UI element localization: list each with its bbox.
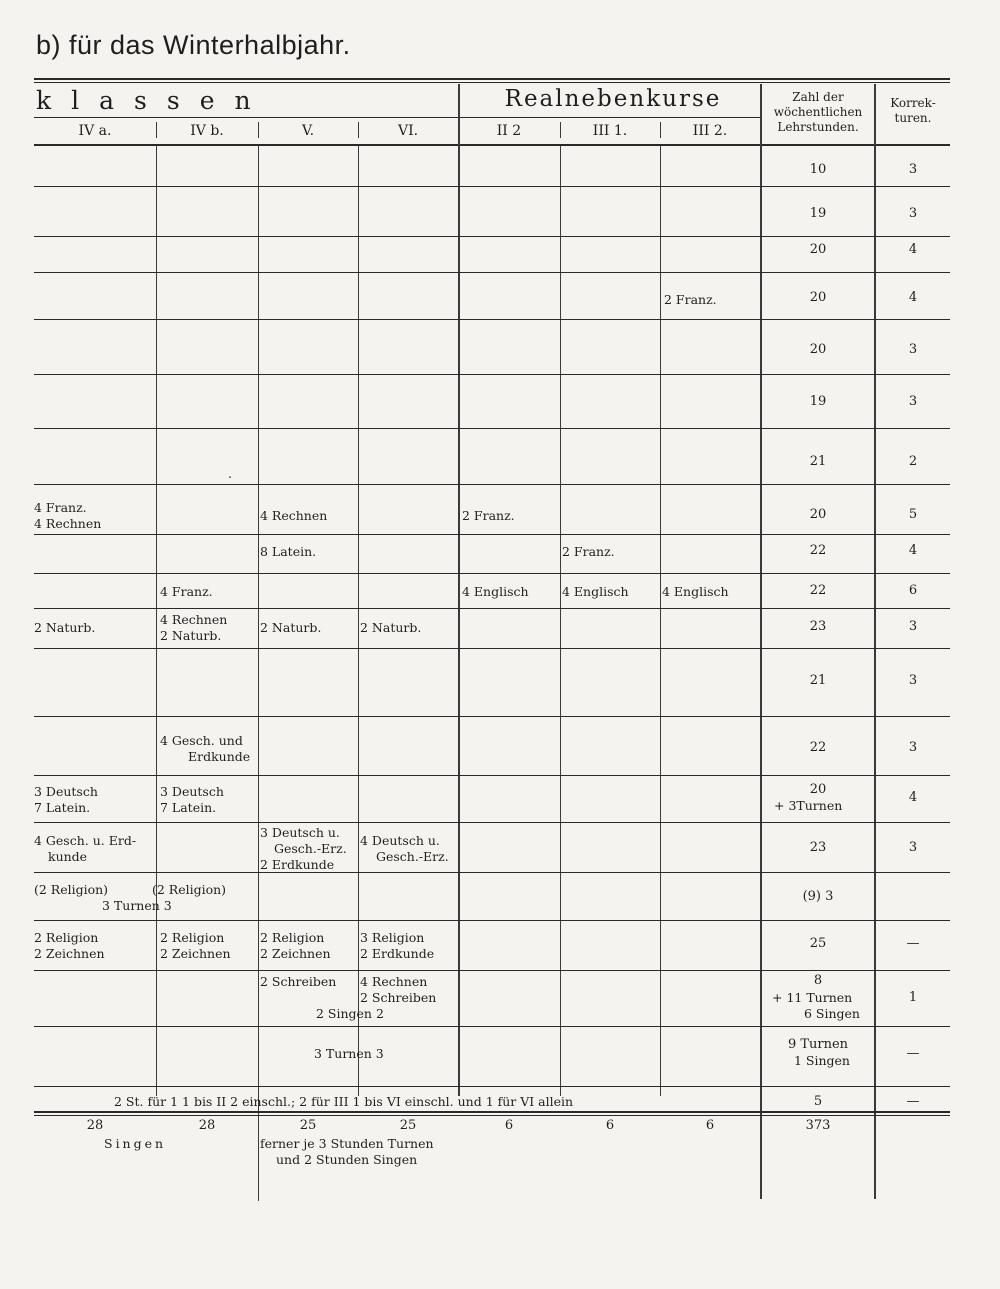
top-rule bbox=[34, 78, 950, 80]
row-line bbox=[34, 872, 950, 873]
col-iii1: III 1. bbox=[592, 123, 628, 139]
cell-r18-v: 2 Schreiben bbox=[260, 974, 337, 989]
korr-r4: 4 bbox=[908, 290, 918, 305]
row-line bbox=[34, 374, 950, 375]
cell-r14-turnen: + 3Turnen bbox=[774, 798, 843, 813]
cell-r20-text: 2 St. für 1 1 bis II 2 einschl.; 2 für III 1 bis VI einschl. und 1 für VI allein bbox=[114, 1094, 574, 1109]
cell-r15-v-3: 2 Erdkunde bbox=[260, 857, 335, 872]
zahl-r12: 21 bbox=[809, 673, 827, 688]
zahl-r11: 23 bbox=[809, 619, 827, 634]
zahl-r14: 20 bbox=[809, 782, 827, 797]
zahl-r20: 5 bbox=[813, 1094, 823, 1109]
cell-r11-iva: 2 Naturb. bbox=[34, 620, 96, 635]
page-heading: b) für das Winterhalbjahr. bbox=[36, 30, 351, 60]
cell-r14-ivb-1: 3 Deutsch bbox=[160, 784, 224, 799]
korr-r15: 3 bbox=[908, 840, 918, 855]
cell-r17-vi-2: 2 Erdkunde bbox=[360, 946, 435, 961]
zahl-r18: 8 bbox=[813, 973, 823, 988]
korr-r18: 1 bbox=[908, 990, 918, 1005]
cell-r15-iva-1: 4 Gesch. u. Erd- bbox=[34, 833, 137, 848]
row-line bbox=[34, 648, 950, 649]
row-line-thick bbox=[34, 1111, 950, 1113]
cell-r13-ivb-2: Erdkunde bbox=[188, 749, 251, 764]
zahl-r19-singen: 1 Singen bbox=[794, 1053, 850, 1068]
cell-r8-ii2: 2 Franz. bbox=[462, 508, 515, 523]
row-line bbox=[34, 822, 950, 823]
cell-r14-iva-2: 7 Latein. bbox=[34, 800, 91, 815]
cell-r8-v: 4 Rechnen bbox=[260, 508, 328, 523]
cell-r18-vi-1: 4 Rechnen bbox=[360, 974, 428, 989]
zahl-r17: 25 bbox=[809, 936, 827, 951]
cell-r15-vi-2: Gesch.-Erz. bbox=[376, 849, 449, 864]
korr-r20: — bbox=[906, 1094, 920, 1109]
col-tick bbox=[258, 122, 259, 138]
korr-r10: 6 bbox=[908, 583, 918, 598]
cell-r16-ivb: (2 Religion) bbox=[152, 882, 227, 897]
cell-r18-singen: 2 Singen 2 bbox=[316, 1006, 384, 1021]
column-line bbox=[156, 146, 157, 1096]
cell-r19-turnen: 3 Turnen 3 bbox=[314, 1046, 384, 1061]
cell-r17-iva-2: 2 Zeichnen bbox=[34, 946, 105, 961]
row-line bbox=[34, 428, 950, 429]
cell-r11-v: 2 Naturb. bbox=[260, 620, 322, 635]
cell-r17-v-1: 2 Religion bbox=[260, 930, 325, 945]
korr-r6: 3 bbox=[908, 394, 918, 409]
zahl-r1: 10 bbox=[809, 162, 827, 177]
korr-r12: 3 bbox=[908, 673, 918, 688]
korr-r14: 4 bbox=[908, 790, 918, 805]
row-line bbox=[34, 272, 950, 273]
col-tick bbox=[560, 122, 561, 138]
total-iii1: 6 bbox=[605, 1118, 615, 1133]
row-line bbox=[34, 775, 950, 776]
row-line bbox=[34, 1086, 950, 1087]
zahl-r13: 22 bbox=[809, 740, 827, 755]
cell-r17-v-2: 2 Zeichnen bbox=[260, 946, 331, 961]
cell-r17-ivb-2: 2 Zeichnen bbox=[160, 946, 231, 961]
cell-r7-dot: . bbox=[228, 466, 232, 481]
cell-r10-iii1: 4 Englisch bbox=[562, 584, 629, 599]
cell-r11-ivb-2: 2 Naturb. bbox=[160, 628, 222, 643]
korr-r5: 3 bbox=[908, 342, 918, 357]
zahl-r5: 20 bbox=[809, 342, 827, 357]
zahl-r8: 20 bbox=[809, 507, 827, 522]
row-line bbox=[34, 573, 950, 574]
col-tick bbox=[358, 122, 359, 138]
total-vi: 25 bbox=[399, 1118, 417, 1133]
cell-r15-v-1: 3 Deutsch u. bbox=[260, 825, 340, 840]
korr-r17: — bbox=[906, 936, 920, 951]
cell-r10-ii2: 4 Englisch bbox=[462, 584, 529, 599]
row-line bbox=[34, 608, 950, 609]
row-line bbox=[34, 1026, 950, 1027]
row-line bbox=[34, 970, 950, 971]
total-ivb: 28 bbox=[198, 1118, 216, 1133]
subheader-rule bbox=[34, 117, 760, 118]
cell-r17-ivb-1: 2 Religion bbox=[160, 930, 225, 945]
zahl-r9: 22 bbox=[809, 543, 827, 558]
cell-r14-iva-1: 3 Deutsch bbox=[34, 784, 98, 799]
cell-r8-iva-2: 4 Rechnen bbox=[34, 516, 102, 531]
korr-r13: 3 bbox=[908, 740, 918, 755]
col-ii2: II 2 bbox=[496, 123, 522, 139]
row-line bbox=[34, 716, 950, 717]
row-line bbox=[34, 186, 950, 187]
row-line bbox=[34, 319, 950, 320]
header-korrekturen: Korrek- turen. bbox=[890, 96, 936, 125]
zahl-r18-turnen: + 11 Turnen bbox=[772, 990, 853, 1005]
col-iva: IV a. bbox=[78, 123, 112, 139]
col-vi: VI. bbox=[397, 123, 419, 139]
zahl-r4: 20 bbox=[809, 290, 827, 305]
col-tick bbox=[156, 122, 157, 138]
header-zahl: Zahl der wöchentlichen Lehrstunden. bbox=[773, 90, 863, 134]
total-iii2: 6 bbox=[705, 1118, 715, 1133]
korr-r1: 3 bbox=[908, 162, 918, 177]
column-line bbox=[660, 146, 661, 1096]
cell-r8-iva-1: 4 Franz. bbox=[34, 500, 87, 515]
korr-r3: 4 bbox=[908, 242, 918, 257]
cell-r4-iii2: 2 Franz. bbox=[664, 292, 717, 307]
header-bottom-rule bbox=[34, 144, 950, 146]
zahl-r2: 19 bbox=[809, 206, 827, 221]
cell-r11-ivb-1: 4 Rechnen bbox=[160, 612, 228, 627]
korr-r9: 4 bbox=[908, 543, 918, 558]
row-line bbox=[34, 920, 950, 921]
cell-r15-iva-2: kunde bbox=[48, 849, 88, 864]
total-ii2: 6 bbox=[504, 1118, 514, 1133]
header-realnebenkurse: Realnebenkurse bbox=[504, 86, 722, 112]
zahl-r18-singen: 6 Singen bbox=[804, 1006, 860, 1021]
col-iii2: III 2. bbox=[692, 123, 728, 139]
zahl-r3: 20 bbox=[809, 242, 827, 257]
korr-r11: 3 bbox=[908, 619, 918, 634]
col-ivb: IV b. bbox=[190, 123, 224, 139]
column-line bbox=[358, 146, 359, 1096]
cell-r16-turnen: 3 Turnen 3 bbox=[102, 898, 172, 913]
total-singen: Singen bbox=[104, 1136, 167, 1151]
cell-r18-vi-2: 2 Schreiben bbox=[360, 990, 437, 1005]
col-v: V. bbox=[301, 123, 315, 139]
cell-r17-vi-1: 3 Religion bbox=[360, 930, 425, 945]
zahl-r10: 22 bbox=[809, 583, 827, 598]
korr-r2: 3 bbox=[908, 206, 918, 221]
cell-r13-ivb-1: 4 Gesch. und bbox=[160, 733, 243, 748]
cell-r16-iva: (2 Religion) bbox=[34, 882, 109, 897]
cell-r15-v-2: Gesch.-Erz. bbox=[274, 841, 347, 856]
total-zahl: 373 bbox=[805, 1118, 831, 1133]
row-line bbox=[34, 236, 950, 237]
row-line bbox=[34, 484, 950, 485]
korr-r7: 2 bbox=[908, 454, 918, 469]
zahl-r6: 19 bbox=[809, 394, 827, 409]
column-line bbox=[560, 146, 561, 1096]
row-line-thin bbox=[34, 1115, 950, 1116]
total-ferner-2: und 2 Stunden Singen bbox=[276, 1152, 418, 1167]
zahl-r16: (9) 3 bbox=[802, 889, 834, 904]
cell-r10-ivb: 4 Franz. bbox=[160, 584, 213, 599]
cell-r15-vi-1: 4 Deutsch u. bbox=[360, 833, 440, 848]
total-v: 25 bbox=[299, 1118, 317, 1133]
cell-r9-iii1: 2 Franz. bbox=[562, 544, 615, 559]
cell-r10-iii2: 4 Englisch bbox=[662, 584, 729, 599]
col-tick bbox=[660, 122, 661, 138]
total-ferner-1: ferner je 3 Stunden Turnen bbox=[260, 1136, 434, 1151]
cell-r11-vi: 2 Naturb. bbox=[360, 620, 422, 635]
cell-r14-ivb-2: 7 Latein. bbox=[160, 800, 217, 815]
column-line bbox=[258, 146, 259, 1201]
total-iva: 28 bbox=[86, 1118, 104, 1133]
korr-r8: 5 bbox=[908, 507, 918, 522]
top-rule-thin bbox=[34, 82, 950, 83]
cell-r9-v: 8 Latein. bbox=[260, 544, 317, 559]
row-line bbox=[34, 534, 950, 535]
zahl-r7: 21 bbox=[809, 454, 827, 469]
cell-r17-iva-1: 2 Religion bbox=[34, 930, 99, 945]
korr-r19: — bbox=[906, 1046, 920, 1061]
zahl-r19: 9 Turnen bbox=[787, 1037, 849, 1052]
header-klassen: klassen bbox=[36, 86, 271, 115]
zahl-r15: 23 bbox=[809, 840, 827, 855]
